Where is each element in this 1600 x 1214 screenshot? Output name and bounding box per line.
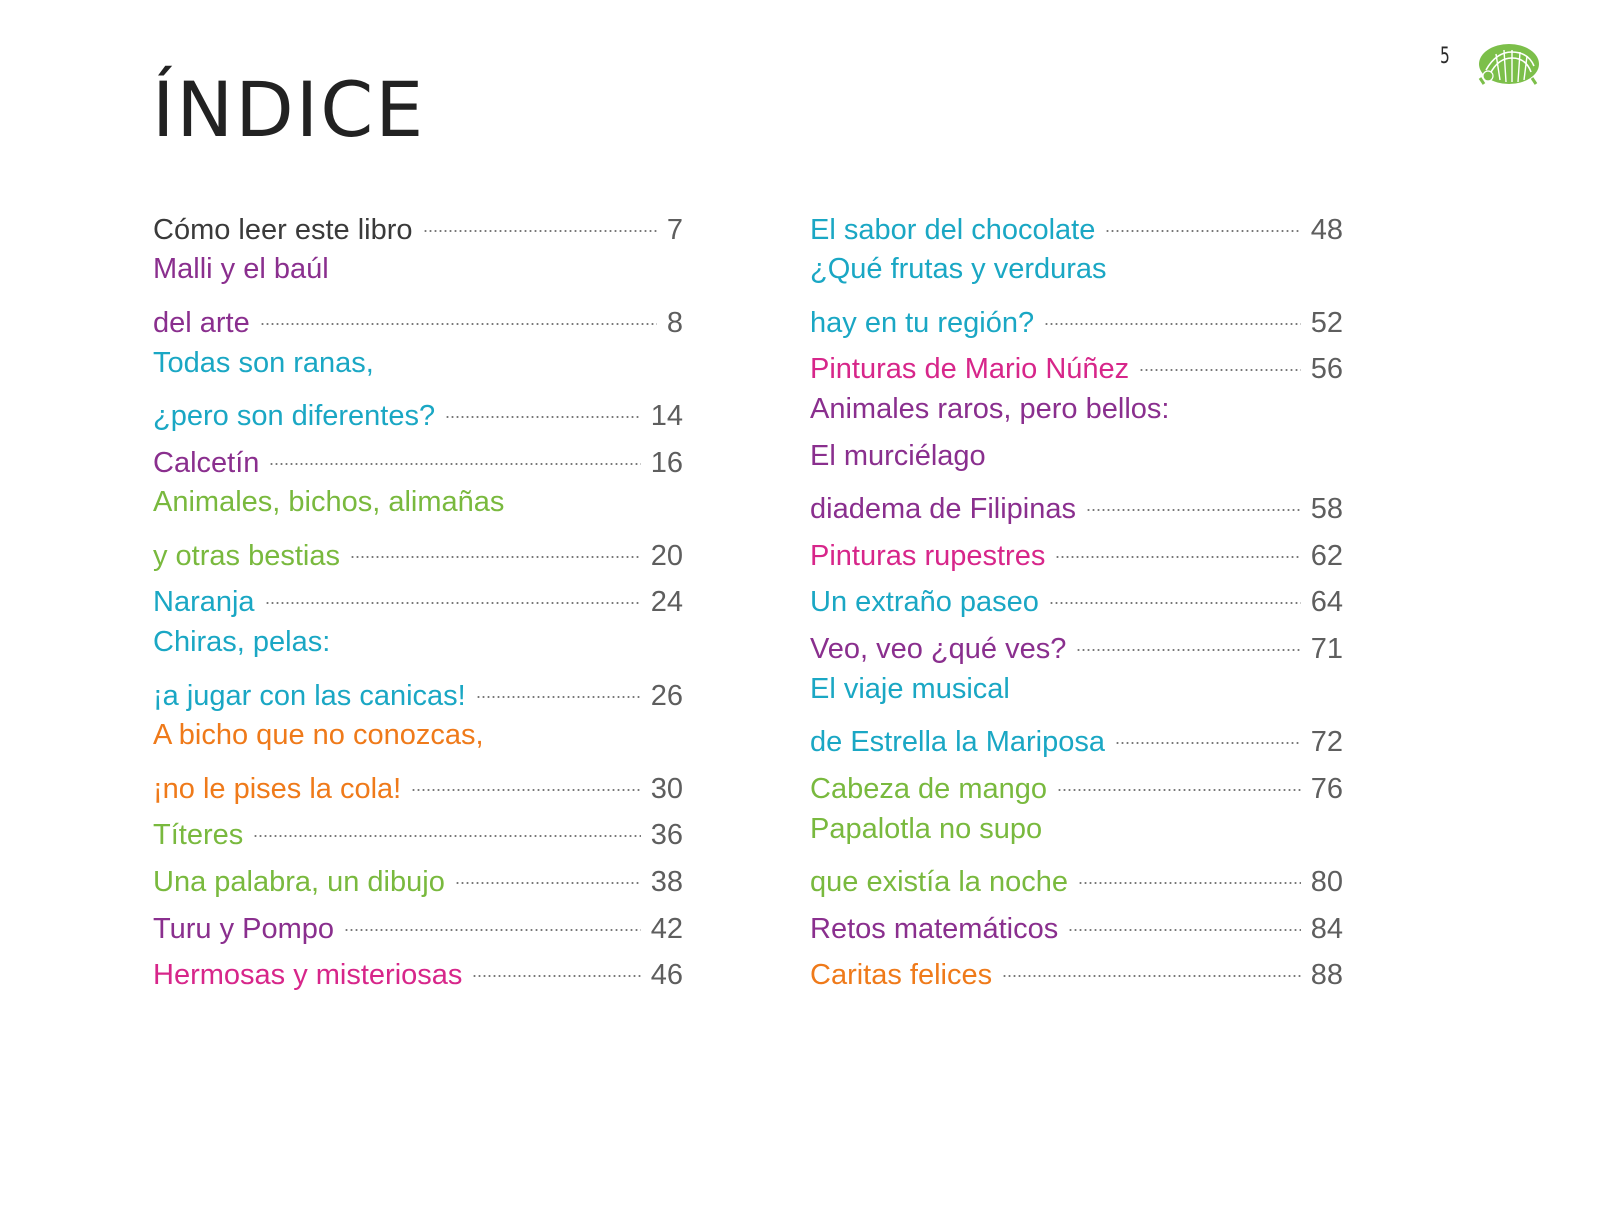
toc-right-column (810, 200, 1343, 992)
dot-leader (476, 695, 641, 699)
toc-entry-title: Calcetín (153, 446, 260, 479)
toc-entry[interactable] (153, 806, 683, 853)
toc-entry[interactable] (810, 619, 1343, 666)
toc-entry-title: Hermosas y misteriosas (153, 959, 463, 992)
toc-line (153, 946, 683, 993)
toc-entry[interactable] (153, 899, 683, 946)
toc-entry-title: Pinturas de Mario Núñez (810, 353, 1130, 386)
toc-page-number: 48 (1310, 213, 1343, 246)
toc-page-number: 52 (1310, 306, 1343, 339)
toc-entry-title: Cabeza de mango (810, 772, 1047, 805)
toc-line (153, 526, 683, 573)
toc-line (153, 899, 683, 946)
toc-entry[interactable] (810, 386, 1343, 526)
dot-leader (455, 881, 641, 885)
toc-entry-title: de Estrella la Mariposa (810, 726, 1105, 759)
toc-entry-title: Pinturas rupestres (810, 539, 1046, 572)
toc-entry-title: Chiras, pelas: (153, 626, 331, 659)
toc-entry-title: Cómo leer este libro (153, 213, 413, 246)
toc-entry-title: Animales raros, pero bellos: (810, 393, 1170, 426)
toc-entry[interactable] (153, 200, 683, 247)
toc-page-number: 30 (650, 772, 683, 805)
toc-line (810, 759, 1343, 806)
toc-entry[interactable] (153, 247, 683, 340)
toc-entry[interactable] (810, 526, 1343, 573)
toc-page-number: 38 (650, 865, 683, 898)
toc-entry-title: ¿Qué frutas y verduras (810, 253, 1107, 286)
dot-leader (1115, 741, 1301, 745)
toc-entry[interactable] (153, 340, 683, 433)
toc-line (810, 386, 1343, 433)
dot-leader (344, 928, 641, 932)
dot-leader (260, 322, 657, 326)
toc-entry-title: diadema de Filipinas (810, 493, 1076, 526)
toc-entry[interactable] (810, 759, 1343, 806)
toc-entry-title: A bicho que no conozcas, (153, 719, 484, 752)
dot-leader (1086, 508, 1301, 512)
toc-entry-title: ¡a jugar con las canicas! (153, 679, 466, 712)
toc-entry-title: Veo, veo ¿qué ves? (810, 632, 1067, 665)
toc-entry-title: ¿pero son diferentes? (153, 399, 436, 432)
page-title: ÍNDICE (152, 65, 426, 154)
toc-entry-title: El murciélago (810, 439, 986, 472)
toc-entry-title: Malli y el baúl (153, 253, 329, 286)
toc-entry-title: Un extraño paseo (810, 586, 1039, 619)
page-number: 5 (1440, 44, 1450, 69)
toc-entry-title: El sabor del chocolate (810, 213, 1096, 246)
toc-entry[interactable] (810, 806, 1343, 899)
toc-entry-title: El viaje musical (810, 672, 1010, 705)
toc-entry[interactable] (810, 340, 1343, 387)
toc-line (153, 433, 683, 480)
toc-line (153, 806, 683, 853)
dot-leader (445, 415, 641, 419)
toc-line (810, 899, 1343, 946)
toc-line (810, 852, 1343, 899)
toc-page-number: 36 (650, 819, 683, 852)
dot-leader (423, 229, 657, 233)
toc-entry-title: Todas son ranas, (153, 346, 374, 379)
toc-line (153, 713, 683, 760)
toc-entry[interactable] (810, 247, 1343, 340)
toc-line (153, 200, 683, 247)
dot-leader (1076, 648, 1300, 652)
toc-entry-title: y otras bestias (153, 539, 340, 572)
dot-leader (1068, 928, 1301, 932)
dot-leader (1044, 322, 1301, 326)
dot-leader (350, 555, 641, 559)
toc-entry[interactable] (810, 666, 1343, 759)
toc-page-number: 62 (1310, 539, 1343, 572)
toc-line (153, 293, 683, 340)
toc-line (810, 200, 1343, 247)
dot-leader (1002, 974, 1301, 978)
toc-line (153, 759, 683, 806)
toc-line (810, 573, 1343, 620)
dot-leader (1139, 368, 1301, 372)
toc-entry-title: Caritas felices (810, 959, 993, 992)
armadillo-icon (1476, 40, 1542, 88)
toc-page-number: 14 (650, 399, 683, 432)
toc-entry[interactable] (810, 573, 1343, 620)
toc-entry-title: Títeres (153, 819, 244, 852)
dot-leader (269, 462, 640, 466)
toc-line (810, 619, 1343, 666)
toc-page-number: 46 (650, 959, 683, 992)
toc-entry-title: del arte (153, 306, 250, 339)
toc-entry[interactable] (810, 200, 1343, 247)
toc-page-number: 56 (1310, 353, 1343, 386)
toc-line (153, 619, 683, 666)
toc-entry[interactable] (153, 480, 683, 573)
toc-entry[interactable] (153, 433, 683, 480)
dot-leader (265, 601, 641, 605)
toc-page-number: 7 (666, 213, 683, 246)
toc-line (810, 433, 1343, 480)
toc-page-number: 76 (1310, 772, 1343, 805)
toc-entry-title: que existía la noche (810, 865, 1068, 898)
toc-left-column (153, 200, 683, 992)
toc-page-number: 20 (650, 539, 683, 572)
toc-page-number: 80 (1310, 865, 1343, 898)
toc-entry[interactable] (153, 573, 683, 620)
toc-line (153, 247, 683, 294)
toc-page-number: 71 (1310, 632, 1343, 665)
toc-entry[interactable] (153, 946, 683, 993)
toc-line (810, 340, 1343, 387)
toc-line (810, 946, 1343, 993)
toc-line (153, 666, 683, 713)
toc-page-number: 88 (1310, 959, 1343, 992)
toc-entry-title: Turu y Pompo (153, 912, 335, 945)
toc-entry-title: Animales, bichos, alimañas (153, 486, 505, 519)
toc-line (153, 340, 683, 387)
toc-entry-title: Retos matemáticos (810, 912, 1059, 945)
toc-line (810, 526, 1343, 573)
toc-entry[interactable] (153, 619, 683, 712)
toc-entry-title: ¡no le pises la cola! (153, 772, 402, 805)
dot-leader (1055, 555, 1300, 559)
toc-page-number: 16 (650, 446, 683, 479)
toc-line (153, 852, 683, 899)
toc-entry[interactable] (810, 946, 1343, 993)
toc-entry-title: hay en tu región? (810, 306, 1035, 339)
toc-line (810, 293, 1343, 340)
toc-entry[interactable] (153, 852, 683, 899)
toc-page-number: 8 (666, 306, 683, 339)
dot-leader (1049, 601, 1301, 605)
toc-page-number: 24 (650, 586, 683, 619)
toc-page-number: 84 (1310, 912, 1343, 945)
toc-line (153, 386, 683, 433)
toc-page-number: 26 (650, 679, 683, 712)
dot-leader (253, 834, 640, 838)
toc-line (810, 247, 1343, 294)
toc-line (153, 573, 683, 620)
dot-leader (472, 974, 640, 978)
toc-line (810, 666, 1343, 713)
toc-line (810, 806, 1343, 853)
dot-leader (1057, 788, 1301, 792)
toc-page-number: 58 (1310, 493, 1343, 526)
toc-entry-title: Naranja (153, 586, 255, 619)
toc-page-number: 64 (1310, 586, 1343, 619)
toc-line (810, 480, 1343, 527)
toc-entry[interactable] (153, 713, 683, 806)
toc-entry[interactable] (810, 899, 1343, 946)
toc-entry-title: Una palabra, un dibujo (153, 865, 445, 898)
toc-page-number: 72 (1310, 726, 1343, 759)
toc-page-number: 42 (650, 912, 683, 945)
toc-line (810, 713, 1343, 760)
toc-line (153, 480, 683, 527)
toc-entry-title: Papalotla no supo (810, 812, 1043, 845)
dot-leader (1078, 881, 1301, 885)
dot-leader (411, 788, 640, 792)
dot-leader (1105, 229, 1300, 233)
